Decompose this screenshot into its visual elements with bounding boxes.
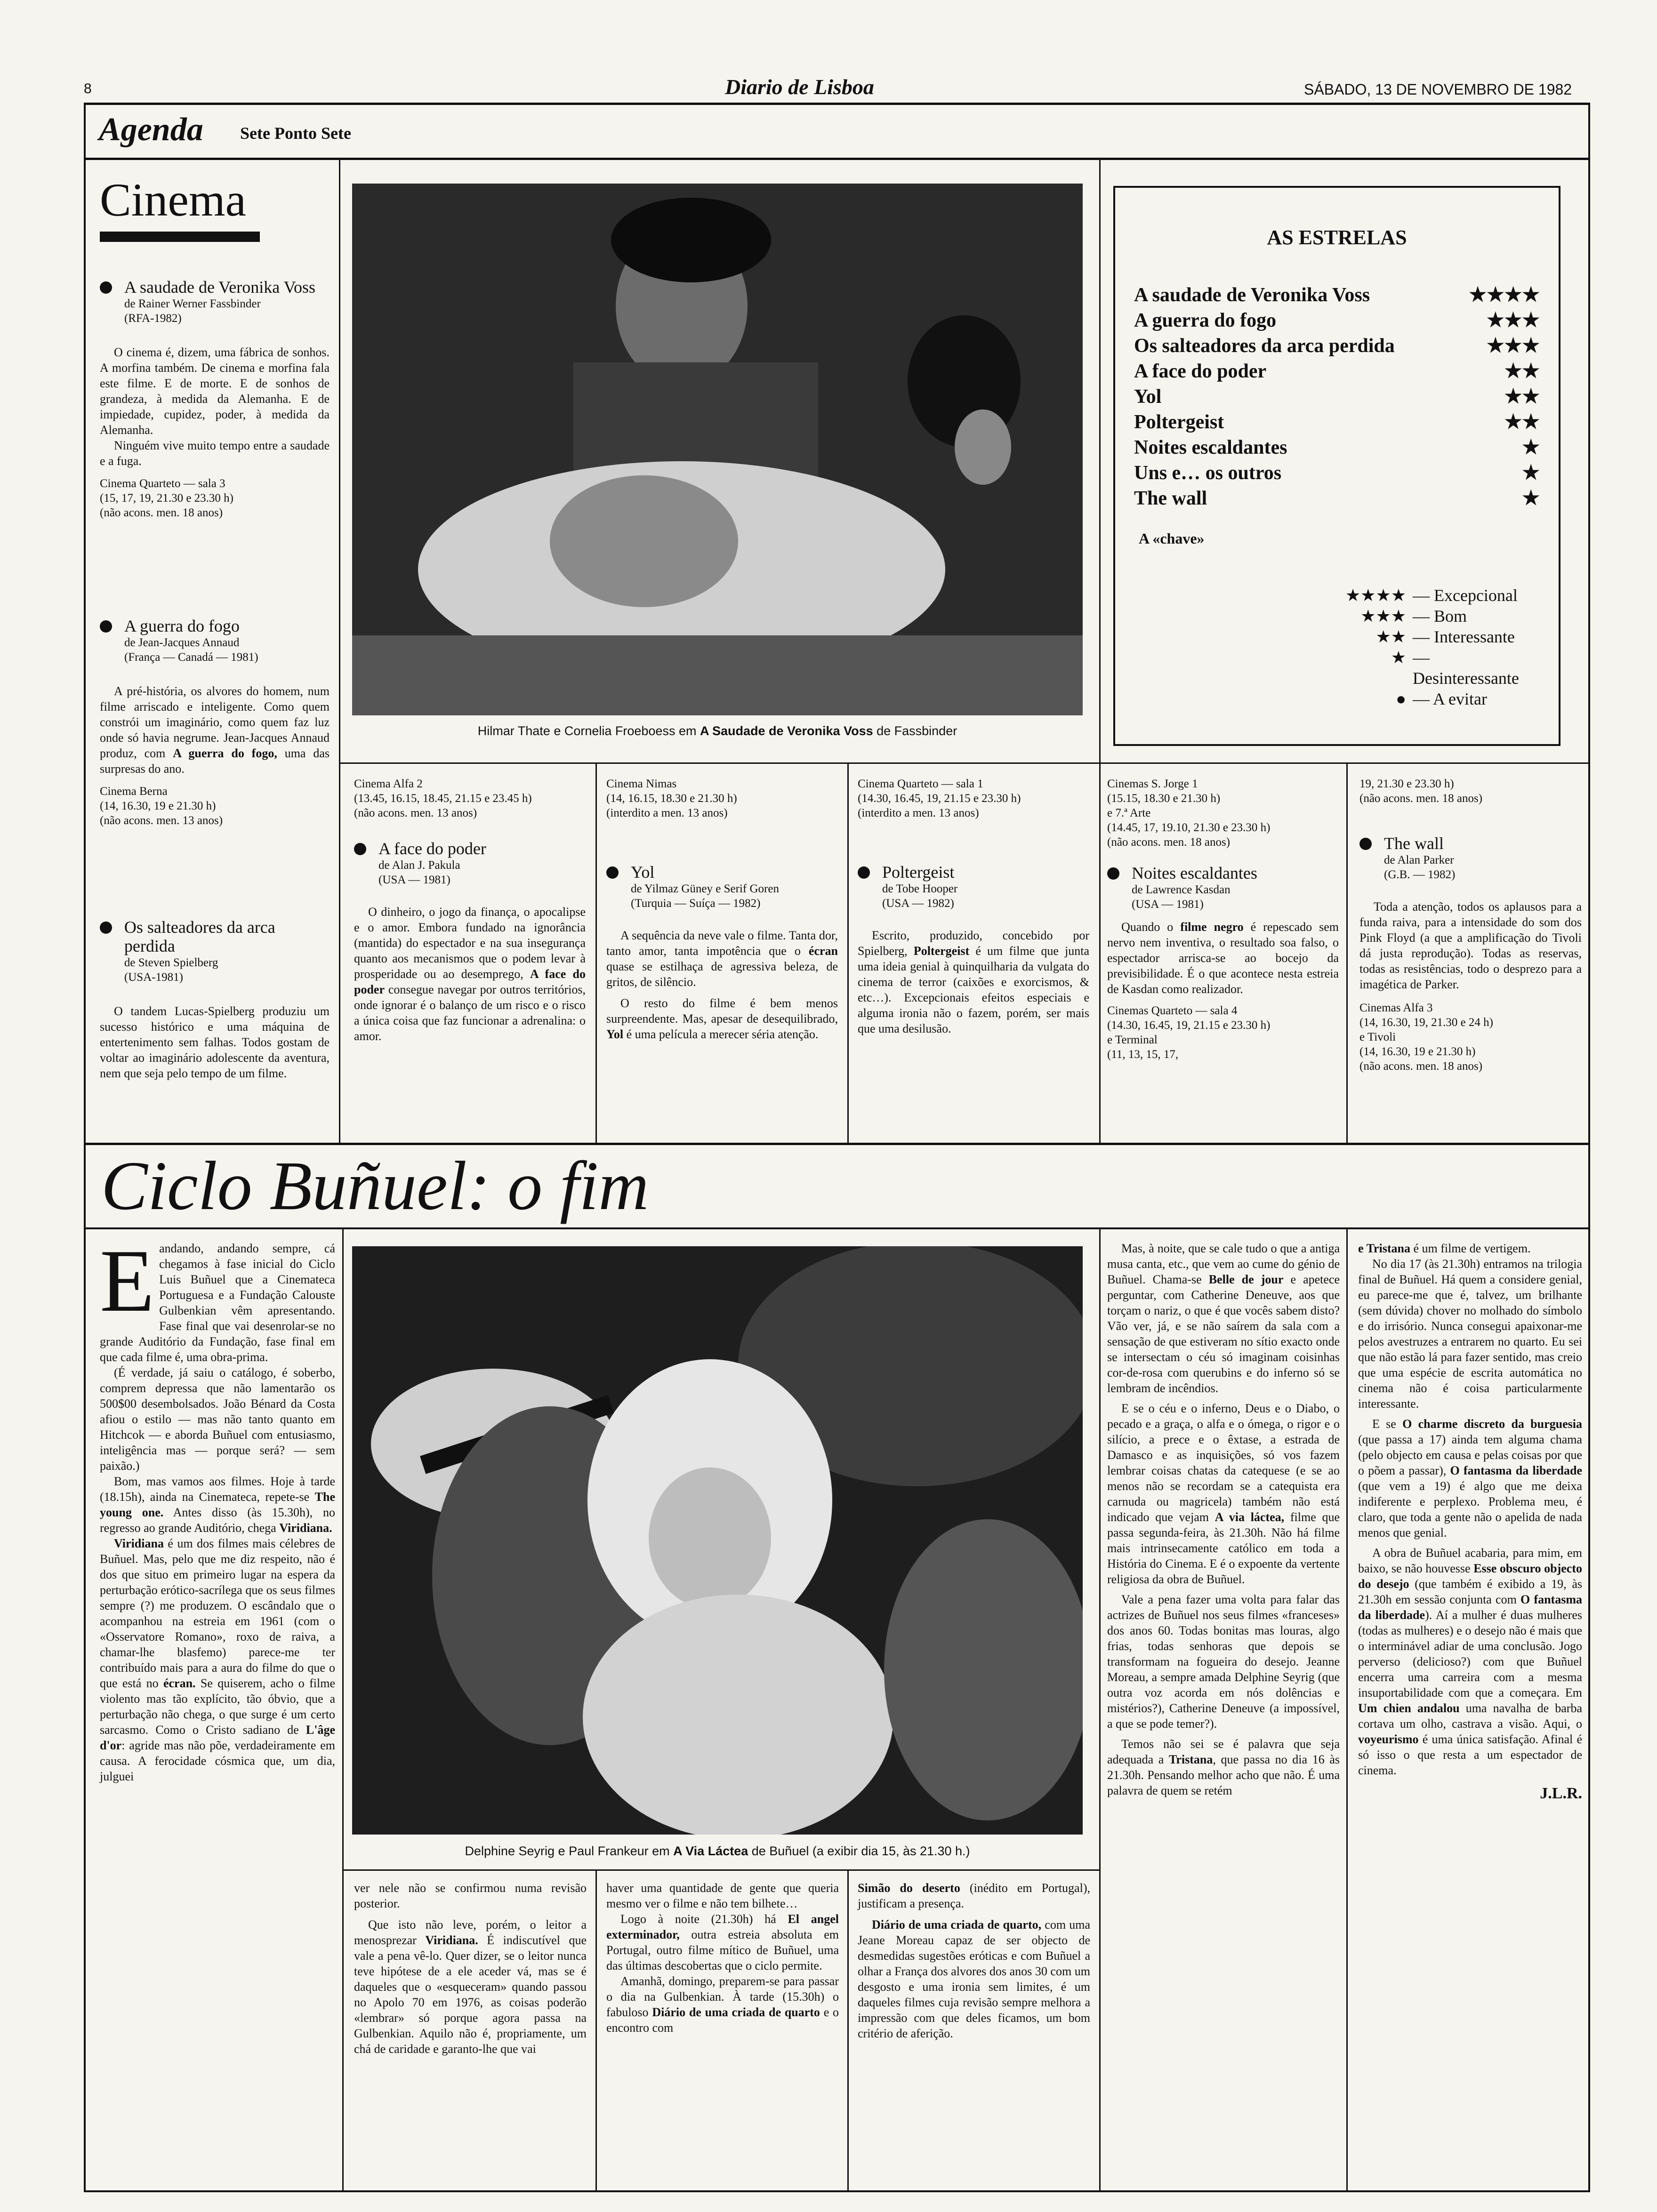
- bunuel-column-1: [100, 1232, 335, 1784]
- listing-times: (13.45, 16.15, 18.45, 21.15 e 23.45 h): [354, 792, 532, 805]
- film-director: de Lawrence Kasdan: [1132, 883, 1231, 896]
- film-director: de Steven Spielberg: [124, 956, 218, 969]
- column-rule: [1099, 160, 1101, 1144]
- key-label: — A evitar: [1413, 689, 1487, 708]
- estrelas-row: [1134, 384, 1540, 409]
- film-title: Poltergeist: [882, 863, 955, 882]
- film-director: de Alan J. Pakula: [378, 859, 460, 872]
- article-paragraph: Bom, mas vamos aos filmes. Hoje à tarde (18.15h), ainda na Cinemateca, repete-se The young one. Antes disso (às 15.30h), no regresso ao grande Auditório, chega Viridiana.: [100, 1475, 335, 1535]
- estrelas-film-name: The wall: [1134, 488, 1207, 509]
- film-review: O tandem Lucas-Spielberg produziu um sucesso histórico e uma máquina de entertenimento sem falhas. Todos gostam de voltar ao imaginário adolescente da aventura, nem que seja pelo tempo de um filme.: [100, 1004, 330, 1080]
- key-star-icon: ★: [1391, 648, 1406, 667]
- listing-times: (15.15, 18.30 e 21.30 h): [1107, 792, 1221, 805]
- bunuel-column-6: [1358, 1241, 1582, 1803]
- listing-venue: Cinema Nimas: [606, 777, 677, 790]
- bullet-icon: [606, 866, 619, 879]
- listing-times: (14.30, 16.45, 19, 21.15 e 23.30 h): [1107, 1019, 1271, 1032]
- article-paragraph: Eandando, andando sempre, cá chegamos à fase inicial do Ciclo Luis Buñuel que a Cinemateca Portuguesa e a Fundação Calouste Gulbenkian vêm apresentando. Fase final que vai desenrolar-se no grande Auditório da Fundação, fase final em que cada filme é, uma obra-prima.: [100, 1232, 335, 1364]
- bunuel-headline: Ciclo Buñuel: o fim: [101, 1147, 649, 1225]
- listing-venue: e Terminal: [1107, 1034, 1158, 1046]
- film-director: de Yilmaz Güney e Serif Goren: [631, 882, 779, 895]
- bunuel-column-3: [606, 1880, 839, 2036]
- headline-rule: [84, 1227, 1590, 1229]
- column-rule: [1099, 1229, 1101, 2190]
- star-rating-icon: ★★★★: [1469, 284, 1540, 306]
- paper-name-logo: Diario de Lisboa: [725, 75, 874, 99]
- veronika-voss-photo: [352, 184, 1083, 715]
- estrelas-box: [1113, 186, 1560, 746]
- bullet-icon: [858, 866, 870, 879]
- frame-bottom: [84, 2190, 1590, 2192]
- estrelas-film-name: A saudade de Veronika Voss: [1134, 284, 1370, 306]
- key-row: [1134, 585, 1540, 606]
- article-paragraph: Amanhã, domingo, preparem-se para passar o dia na Gulbenkian. À tarde (15.30h) o fabuloso Diário de uma criada de quarto e o encontro com: [606, 1974, 839, 2035]
- listing-rating: (interdito a men. 13 anos): [606, 807, 728, 819]
- key-label: — Bom: [1413, 607, 1467, 625]
- star-rating-icon: ★: [1522, 488, 1540, 509]
- estrelas-row: [1134, 486, 1540, 511]
- listing-rating: (não acons. men. 18 anos): [1359, 1060, 1483, 1073]
- section-title: Agenda: [99, 112, 203, 148]
- signature: J.L.R.: [1540, 1785, 1582, 1802]
- estrelas-film-name: Noites escaldantes: [1134, 437, 1287, 458]
- film-title: Yol: [631, 863, 655, 882]
- film-country: (USA — 1982): [882, 897, 954, 910]
- key-star-icon: ●: [1396, 689, 1406, 708]
- film-director: de Jean-Jacques Annaud: [124, 636, 240, 649]
- film-title: A face do poder: [378, 839, 486, 858]
- film-review: Ninguém vive muito tempo entre a saudade e a fuga.: [100, 439, 330, 468]
- article-paragraph: Viridiana é um dos filmes mais célebres de Buñuel. Mas, pelo que me diz respeito, não é dos que situo em primeiro lugar na espera da perturbação erótico-sacrílega que os seus filmes sempre (?) me produzem. O escândalo que o acompanhou na estreia em 1961 (com o «Osservatore Romano», roxo de raiva, a chamar-lhe blasfemo) parece-me ter contribuído mais para a aura do filme do que o que está no écran. Se quiserem, acho o filme violento mas tão explícito, tão óbvio, que a perturbação não chega, o que surge é um certo sarcasmo. Como o Cristo sadiano de L'âge d'or: agride mas não põe, verdadeiramente em causa. A ferocidade cósmica que, um dia, julguei: [100, 1537, 335, 1783]
- film-country: (USA-1981): [124, 971, 183, 984]
- frame-left: [84, 103, 86, 2192]
- section-rule: [84, 158, 1590, 160]
- photo-caption: Hilmar Thate e Cornelia Froeboess em A Saudade de Veronika Voss de Fassbinder: [477, 724, 957, 738]
- via-lactea-photo: [352, 1246, 1083, 1835]
- article-paragraph: Simão do deserto (inédito em Portugal), justificam a presença.: [858, 1881, 1090, 1910]
- listing-times: (11, 13, 15, 17,: [1107, 1048, 1179, 1061]
- listing-times: (14, 16.15, 18.30 e 21.30 h): [606, 792, 737, 805]
- article-paragraph: Vale a pena fazer uma volta para falar das actrizes de Buñuel nos seus filmes «franceses» dos anos 60. Todas bonitas mas louras, algo frias, todas senhoras que depois se transformam na fogueira do desejo. Jeanne Moreau, a sempre amada Delphine Seyrig (que outra voz acorda em nós dolências e mistérios?), Catherine Deneuve (a impossível, a que se pode temer?).: [1107, 1593, 1340, 1731]
- photo-illustration: [352, 1246, 1083, 1835]
- key-star-icon: ★★: [1375, 627, 1406, 646]
- article-paragraph: e Tristana é um filme de vertigem.: [1358, 1242, 1531, 1255]
- star-rating-icon: ★: [1522, 462, 1540, 484]
- listing-yol: [606, 777, 838, 1042]
- film-review: A sequência da neve vale o filme. Tanta dor, tanto amor, tanta impotência que o écran quase se estilhaça de agressiva beleza, de gritos, de silêncio.: [606, 929, 838, 989]
- film-veronika: [100, 278, 330, 520]
- estrelas-film-name: Yol: [1134, 386, 1162, 408]
- film-times: (14, 16.30, 19 e 21.30 h): [100, 800, 216, 812]
- column-rule: [847, 1869, 849, 2190]
- article-paragraph: E se O charme discreto da burguesia (que passa a 17) ainda tem alguma chama (pelo objecto em causa e pelas coisas por que o põem a passar), O fantasma da liberdade (que vem a 19) é algo que me deixa indiferente e perplexo. Problema meu, é claro, que toda a gente não o apelida de nada menos que genial.: [1358, 1417, 1583, 1539]
- row-rule: [339, 762, 1589, 764]
- column-rule: [595, 762, 597, 1144]
- film-country: (RFA-1982): [124, 312, 182, 325]
- estrelas-film-name: A face do poder: [1134, 361, 1267, 382]
- film-title: The wall: [1384, 834, 1444, 853]
- film-country: (Turquia — Suíça — 1982): [631, 897, 761, 910]
- section-subtitle: Sete Ponto Sete: [240, 124, 351, 143]
- listing-venue: Cinemas Quarteto — sala 4: [1107, 1004, 1238, 1017]
- bullet-icon: [1107, 867, 1119, 880]
- frame-right: [1588, 103, 1590, 2192]
- key-row: [1134, 626, 1540, 647]
- listing-venue: Cinemas S. Jorge 1: [1107, 777, 1198, 790]
- estrelas-row: [1134, 435, 1540, 460]
- listing-venue: Cinemas Alfa 3: [1359, 1002, 1433, 1014]
- film-title: Noites escaldantes: [1132, 864, 1257, 882]
- film-venue: Cinema Berna: [100, 785, 168, 798]
- film-venue: Cinema Quarteto — sala 3: [100, 477, 225, 490]
- film-director: de Rainer Werner Fassbinder: [124, 297, 261, 310]
- film-salteadores: [100, 918, 330, 1081]
- estrelas-film-name: Uns e… os outros: [1134, 462, 1282, 484]
- bullet-icon: [354, 843, 366, 855]
- listing-times: (14.30, 16.45, 19, 21.15 e 23.30 h): [858, 792, 1021, 805]
- bunuel-column-2: [354, 1880, 587, 2057]
- column-rule: [847, 762, 849, 1144]
- film-review: O dinheiro, o jogo da finança, o apocalipse e o amor. Embora fundado na ignorância (mantida) do espectador e na sua insegurança quanto aos mecanismos que o podem levar à prosperidade ou ao desemprego, A face do poder consegue navegar por outros territórios, onde ignorar é o balanço de um risco e o risco a única coisa que faz funcionar a adrenalina: o amor.: [354, 905, 586, 1043]
- listing-times: (14.45, 17, 19.10, 21.30 e 23.30 h): [1107, 821, 1271, 834]
- photo-illustration: [352, 184, 1083, 715]
- section-rule: [84, 1143, 1590, 1145]
- estrelas-film-name: Poltergeist: [1134, 411, 1224, 433]
- key-row: [1134, 647, 1540, 689]
- film-country: (USA — 1981): [1132, 898, 1204, 911]
- film-country: (G.B. — 1982): [1384, 868, 1456, 881]
- estrelas-row: [1134, 460, 1540, 486]
- key-title: A «chave»: [1139, 530, 1205, 547]
- film-review: Quando o filme negro é repescado sem nervo nem inventiva, o resultado soa falso, o espectador arrisca-se ao bocejo da previsibilidade. É o que acontece nesta estreia de Kasdan como realizador.: [1107, 920, 1339, 996]
- row-rule: [342, 1869, 1099, 1871]
- star-rating-icon: ★★: [1504, 411, 1540, 433]
- article-paragraph: Que isto não leve, porém, o leitor a menosprezar Viridiana. É indiscutível que vale a pena vê-lo. Quer dizer, se o leitor nunca teve hipótese de a ele aceder vá, mas se é daqueles que o «esqueceram» quando passou no Apolo 70 em 1976, as coisas poderão «lembrar» só porque agora passa na Gulbenkian. Aquilo não é, propriamente, um chá de caridade e garanto-lhe que vai: [354, 1918, 587, 2056]
- star-rating-icon: ★: [1522, 437, 1540, 458]
- masthead-rule: [84, 103, 1590, 105]
- star-rating-icon: ★★: [1504, 361, 1540, 382]
- listing-noites: [1107, 777, 1339, 1062]
- estrelas-row: [1134, 282, 1540, 308]
- listing-poltergeist: [858, 777, 1089, 1036]
- film-fogo: [100, 617, 330, 828]
- film-review: O cinema é, dizem, uma fábrica de sonhos. A morfina também. De cinema e morfina fala este filme. E de morte. E de sonhos de grandeza, à medida da Alemanha. E de impiedade, cupidez, poder, à medida da Alemanha.: [100, 345, 330, 437]
- film-review: Escrito, produzido, concebido por Spielberg, Poltergeist é um filme que junta uma ideia genial à quinquilharia da vulgata do cinema de terror (caixões e exorcismos, & etc…). Excepcionais efeitos especiais e alguma ironia não o fazem, porém, ser mais que uma desilusão.: [858, 929, 1089, 1035]
- listing-rating: (não acons. men. 18 anos): [1359, 792, 1483, 805]
- estrelas-film-name: A guerra do fogo: [1134, 310, 1277, 331]
- column-rule: [1346, 762, 1348, 1144]
- listing-venue: Cinema Quarteto — sala 1: [858, 777, 983, 790]
- key-label: — Interessante: [1413, 627, 1515, 646]
- column-rule: [595, 1869, 597, 2190]
- film-times: (15, 17, 19, 21.30 e 23.30 h): [100, 492, 233, 505]
- bullet-icon: [100, 620, 112, 633]
- key-row: [1134, 606, 1540, 626]
- film-review: A pré-história, os alvores do homem, num filme arriscado e inteligente. Como quem constrói um imaginário, como quem faz luz onde só havia negrume. Jean-Jacques Annaud produz, com A guerra do fogo, uma das surpresas do ano.: [100, 684, 330, 776]
- listing-rating: (não acons. men. 18 anos): [1107, 836, 1231, 849]
- article-paragraph: haver uma quantidade de gente que queria mesmo ver o filme e não tem bilhete…: [606, 1881, 839, 1910]
- bullet-icon: [100, 922, 112, 934]
- listing-rating: (interdito a men. 13 anos): [858, 807, 979, 819]
- star-rating-icon: ★★★: [1487, 310, 1540, 331]
- column-rule: [339, 160, 340, 1144]
- article-paragraph: E se o céu e o inferno, Deus e o Diabo, o pecado e a graça, o alfa e o ómega, o rigor e o silício, a prece e o êxtase, a estrada de Damasco e as inquisições, só vos fazem lembrar coisas chatas da catequese (e se ao menos não se recordam se a catequista era carnuda ou magricela) também não está indicado que vejam A via láctea, filme que passa segunda-feira, às 21.30h. Não há filme mais intrinsecamente católico em toda a História do Cinema. E é o expoente da vertente religiosa da obra de Buñuel.: [1107, 1402, 1340, 1586]
- estrelas-title: AS ESTRELAS: [1267, 226, 1407, 249]
- key-list: [1134, 585, 1540, 709]
- bullet-icon: [100, 281, 112, 294]
- cinema-heading-bar: [100, 232, 260, 242]
- key-row: [1134, 689, 1540, 709]
- estrelas-row: [1134, 308, 1540, 333]
- estrelas-row: [1134, 333, 1540, 359]
- dropcap: E: [100, 1232, 155, 1330]
- key-star-icon: ★★★★: [1345, 586, 1406, 605]
- article-paragraph: Temos não sei se é palavra que seja adequada a Tristana, que passa no dia 16 às 21.30h. Pensando melhor acho que não. É uma palavra de quem se retém: [1107, 1737, 1340, 1797]
- listing-face-do-poder: [354, 777, 586, 1044]
- film-title: A guerra do fogo: [124, 617, 240, 635]
- star-rating-icon: ★★★: [1487, 335, 1540, 357]
- film-review: Toda a atenção, todos os aplausos para a funda raiva, para a intensidade do som dos Pink Floyd (a que a amplificação do Tivoli dá justa reprodução). Todas as reservas, todas as resistências, todo o desprezo para a imagética de Parker.: [1359, 900, 1582, 991]
- article-paragraph: (É verdade, já saiu o catálogo, é soberbo, comprem depressa que não lamentarão os 500$00 desembolsados. João Bénard da Costa afiou o estilo — mas não tanto quanto em Hitchcok — e aborda Buñuel com entusiasmo, inteligência mas — porque será? — sem paixão.): [100, 1366, 335, 1473]
- film-title: A saudade de Veronika Voss: [124, 278, 315, 297]
- estrelas-list: [1134, 282, 1540, 511]
- film-rating: (não acons. men. 13 anos): [100, 814, 223, 827]
- page-number: 8: [84, 81, 92, 96]
- estrelas-film-name: Os salteadores da arca perdida: [1134, 335, 1395, 357]
- film-rating: (não acons. men. 18 anos): [100, 506, 223, 519]
- film-director: de Tobe Hooper: [882, 882, 958, 895]
- issue-date: SÁBADO, 13 DE NOVEMBRO DE 1982: [1304, 81, 1572, 98]
- article-paragraph: Mas, à noite, que se cale tudo o que a antiga musa canta, etc., que vem ao cume do génio de Buñuel. Chama-se Belle de jour e apetece perguntar, com Catherine Deneuve, aos que torçam o nariz, o que é que vocês sabem disto? Vão ver, já, e se não saírem da sala com a sensação de que estiveram no sítio exacto onde se intersectam o céu só imaginam coisinhas cor-de-rosa com querubins e do inferno só se lembram de incêndios.: [1107, 1242, 1340, 1395]
- article-paragraph: A obra de Buñuel acabaria, para mim, em baixo, se não houvesse Esse obscuro objecto do desejo (que também é exibido a 19, às 21.30h em sessão conjunta com O fantasma da liberdade). Aí a mulher é duas mulheres (todas as mulheres) e o desejo não é mais que o interminável adiar de uma conclusão. Jogo perverso (delicioso?) com que Buñuel encerra uma carreira com a mesma insuportabilidade com que a começara. Em Um chien andalou uma navalha de barba cortava um olho, castrava a visão. Aqui, o voyeurismo é uma única satisfação. Afinal é só isso o que resta a um espectador de cinema.: [1358, 1546, 1583, 1777]
- film-title: Os salteadores da arca perdida: [124, 918, 275, 955]
- cinema-heading: Cinema: [100, 174, 247, 226]
- listing-the-wall: [1359, 777, 1582, 1074]
- article-paragraph: ver nele não se confirmou numa revisão posterior.: [354, 1881, 587, 1910]
- bullet-icon: [1359, 838, 1372, 850]
- column-rule: [342, 1229, 344, 2190]
- key-star-icon: ★★★: [1360, 607, 1406, 625]
- article-paragraph: Logo à noite (21.30h) há El angel exterminador, outra estreia absoluta em Portugal, outro filme mítico de Buñuel, uma das últimas descobertas que o ciclo permite.: [606, 1912, 839, 1972]
- listing-venue: Cinema Alfa 2: [354, 777, 423, 790]
- estrelas-row: [1134, 359, 1540, 384]
- article-paragraph: Diário de uma criada de quarto, com uma Jeane Moreau capaz de ser objecto de desmedidas sugestões eróticas e com Buñuel a olhar a França dos alvores dos anos 30 com um desgosto e uma ironia sem limites, é um daqueles filmes cuja revisão sempre melhora a impressão com que deles ficamos, um bom critério de aferição.: [858, 1918, 1090, 2040]
- article-paragraph: No dia 17 (às 21.30h) entramos na trilogia final de Buñuel. Há quem a considere genial, eu parece-me que é, talvez, um brilhante (sem dúvida) chover no molhado do símbolo e do irrisório. Nunca consegui apaixonar-me pelos avestruzes a entrarem no quarto. Eu sei que não estão lá para fazer sentido, mas creio que uma espécie de escrita automática no cinema não é coisa particularmente interessante.: [1358, 1257, 1582, 1411]
- film-director: de Alan Parker: [1384, 854, 1454, 866]
- film-country: (USA — 1981): [378, 874, 450, 886]
- column-rule: [1346, 1229, 1348, 2190]
- estrelas-row: [1134, 409, 1540, 435]
- film-review: O resto do filme é bem menos surpreendente. Mas, apesar de desequilibrado, Yol é uma película a merecer séria atenção.: [606, 996, 838, 1041]
- listing-venue: e Tivoli: [1359, 1031, 1396, 1043]
- listing-venue: e 7.ª Arte: [1107, 807, 1151, 819]
- photo-caption: Delphine Seyrig e Paul Frankeur em A Via Láctea de Buñuel (a exibir dia 15, às 21.30 h.): [465, 1844, 970, 1858]
- listing-times: 19, 21.30 e 23.30 h): [1359, 777, 1454, 790]
- bunuel-column-5: [1107, 1241, 1340, 1798]
- key-label: — Excepcional: [1413, 586, 1518, 605]
- listing-times: (14, 16.30, 19, 21.30 e 24 h): [1359, 1016, 1493, 1029]
- bunuel-column-4: [858, 1880, 1090, 2041]
- listing-times: (14, 16.30, 19 e 21.30 h): [1359, 1045, 1476, 1058]
- film-country: (França — Canadá — 1981): [124, 651, 258, 664]
- listing-rating: (não acons. men. 13 anos): [354, 807, 477, 819]
- key-label: — Desinteressante: [1413, 648, 1519, 688]
- star-rating-icon: ★★: [1504, 386, 1540, 408]
